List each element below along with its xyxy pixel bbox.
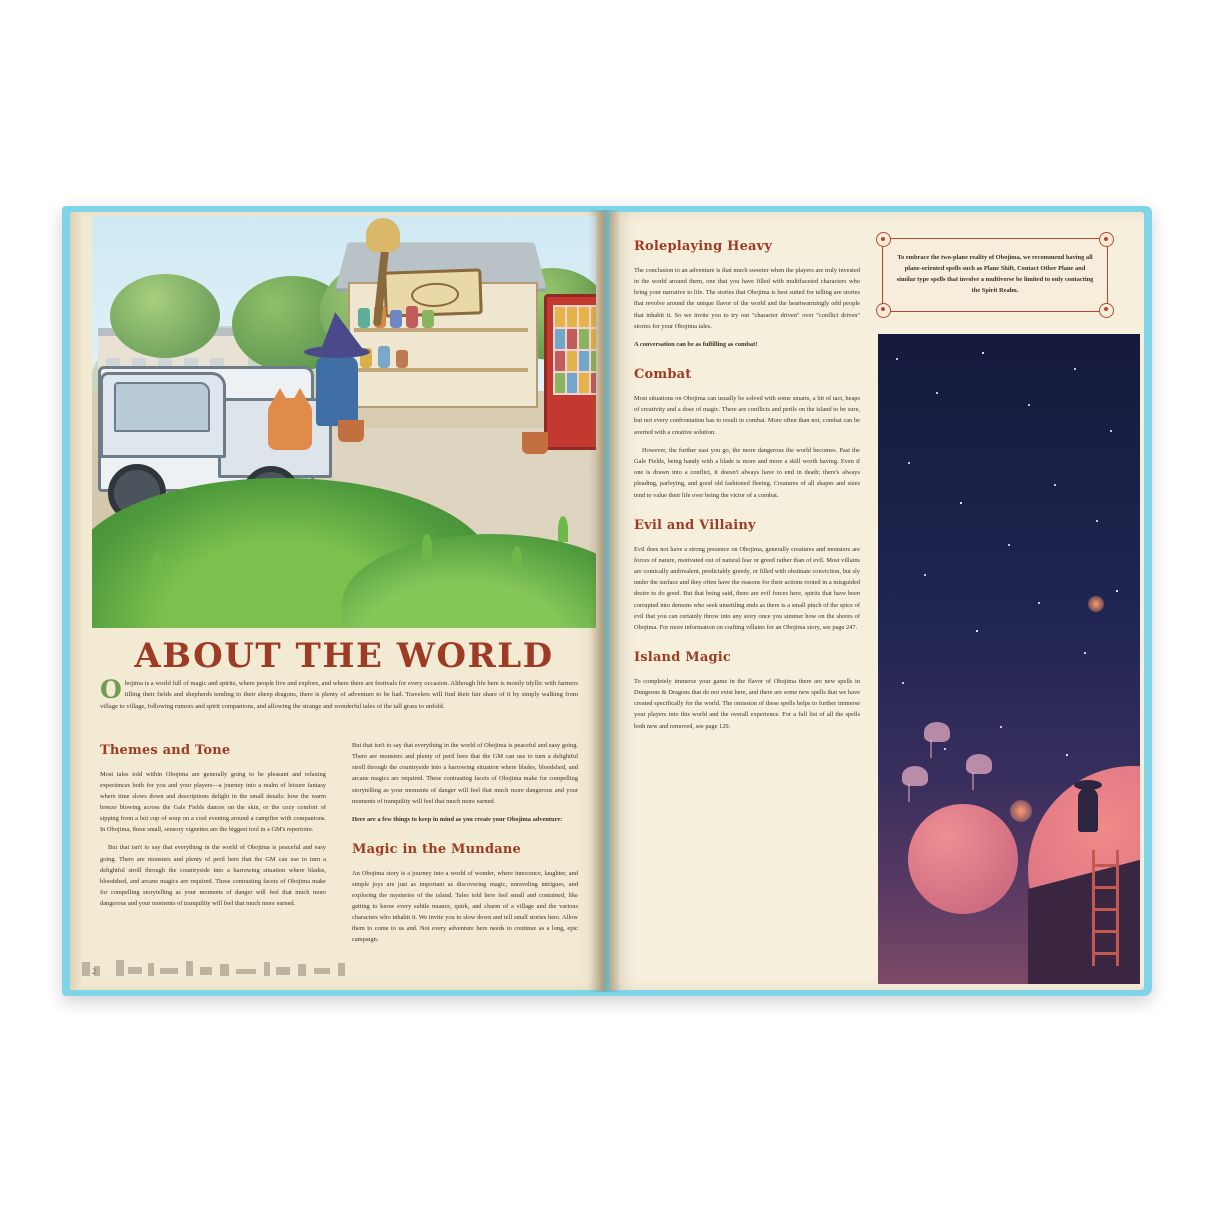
callout-corner-dot-icon xyxy=(876,303,891,318)
jellyfish-spirit-icon xyxy=(924,722,950,742)
comet-icon xyxy=(1010,800,1032,822)
vending-machine-red xyxy=(544,294,596,450)
left-column-one xyxy=(100,740,326,916)
page-title: ABOUT THE WORLD xyxy=(134,636,554,676)
ladder-rung xyxy=(1092,952,1116,955)
paragraph: Most tales told within Obojima are generally going to be pleasant and relaxing experiences both for you and your players—a journey into a realm of leisure fantasy where time slows down and descriptions delight in the small details: how the warm breeze blowing across the Gale Fields dances on the skin, or the cozy comfort of sipping from a hot cup of soup on a cool evening around a campfire with companions. In Obojima, these small, sensory vignettes are the biggest tool in a GM's repertoire. xyxy=(100,770,326,834)
sprout-icon xyxy=(422,534,432,560)
paragraph: To completely immerse your game in the flavor of Obojima there are new spells in Dungeons & Dragons that do not exist here, and there are some new spells that we have created specifically for the world. The omission of these spells helps to further immerse your players into this world and the overall experience. For a full list of all the spells both new and removed, see page 129. xyxy=(634,677,860,730)
sprout-icon xyxy=(558,516,568,542)
sprout-icon xyxy=(512,546,522,572)
intro-text: bojima is a world full of magic and spirits, where people live and explore, and where there are festivals for every occasion. Although life here is mostly idyllic with farmers tilling their fields and shepherds tending to their sheep dragons, there is plenty of adventure to be had. Travelers will find their fair share of it by simply walking from village to village, following rumors and spirit companions, and allowing the strange and wonderful tales of the tall grass to unfold. xyxy=(100,680,578,710)
bottle-icon xyxy=(406,306,418,328)
bottle-icon xyxy=(422,310,434,328)
page-edge-stack xyxy=(70,212,82,990)
jellyfish-spirit-icon xyxy=(902,766,928,786)
paragraph: Evil does not have a strong presence on Obojima, generally creatures and monsters are forces of nature, motivated out of natural fear or greed rather than of evil. Most villains are comically ambivalent, predictably greedy, or filled with obstinate conviction, but sly under the surface and they often have the reasons for their actions rooted in a misguided desire to do good. But that being said, there are evil forces here, spirits that have been corrupted into demons who seek unsettling ends as there is a small pinch of the spice of evil that you can certainly throw into any story once you simmer how on the shores of Obojima. For more information on crafting villains for an Obojima story, see page 247. xyxy=(634,545,860,631)
stall-shelf xyxy=(354,368,528,372)
right-column-one xyxy=(634,236,860,739)
comet-icon xyxy=(1088,596,1104,612)
tree-icon xyxy=(110,274,220,358)
ladder-rail xyxy=(1116,850,1119,966)
kei-truck-window xyxy=(114,382,210,432)
paragraph: An Obojima story is a journey into a world of wonder, where innocence, laughter, and simple joys are just as important as discovering magic, unraveling intrigues, and exploring the mysteries of the island. Tales told here feel small and contained, like getting to know every subtle nuance, quirk, and charm of a village and the various characters who inhabit it. We invite you to slow down and tell small stories here. Allow them to come to us and. Not every adventure here needs to continue as a long, epic campaign. xyxy=(352,869,578,944)
bottle-icon xyxy=(378,346,390,368)
section-heading-combat: Combat xyxy=(634,367,692,383)
bottle-icon xyxy=(396,350,408,368)
section-heading-roleplaying-heavy: Roleplaying Heavy xyxy=(634,239,773,254)
broom-bristles-icon xyxy=(366,218,400,252)
page-number: 2 xyxy=(92,967,96,976)
bottle-icon xyxy=(390,310,402,328)
bottle-icon xyxy=(358,308,370,328)
vending-display xyxy=(553,305,596,395)
ladder-rung xyxy=(1092,908,1116,911)
right-page xyxy=(610,212,1144,990)
ladder-rung xyxy=(1092,886,1116,889)
drop-cap: O xyxy=(100,675,122,704)
figure-silhouette xyxy=(1078,788,1098,832)
callout-corner-dot-icon xyxy=(876,232,891,247)
paragraph-lead-in: A conversation can be as fulfilling as combat! xyxy=(634,340,758,348)
callout-corner-dot-icon xyxy=(1099,303,1114,318)
paragraph-lead-in: Here are a few things to keep in mind as you create your Obojima adventure: xyxy=(352,815,563,823)
plant-pot xyxy=(338,420,364,442)
left-column-two xyxy=(352,740,578,953)
ladder-rung xyxy=(1092,930,1116,933)
callout-text: To embrace the two-plane reality of Obojima, we recommend having all plane-oriented spells such as Plane Shift, Contact Other Plane and similar type spells that involve a multiverse be limited to only contacting the Spirit Realm. xyxy=(896,254,1094,294)
planet-small xyxy=(908,804,1018,914)
jellyfish-spirit-icon xyxy=(966,754,992,774)
folio-ornament xyxy=(76,958,366,980)
paragraph: However, the further east you go, the more dangerous the world becomes. Past the Gale Fields, being handy with a blade is more and more a skill worth having. Even if one is drawn into a conflict, it doesn't always have to end in death; there's always pleading, parleying, and good old fashioned fleeing. Creatures of all shapes and sizes tend to value their life over being the victor of a combat. xyxy=(634,446,860,499)
sprout-icon xyxy=(152,552,162,578)
section-heading-themes-and-tone: Themes and Tone xyxy=(100,743,231,758)
left-page-illustration xyxy=(92,216,596,628)
stall-shelf xyxy=(354,328,528,332)
intro-paragraph xyxy=(100,675,578,712)
witch-character xyxy=(316,356,358,426)
cat-creature xyxy=(268,398,312,450)
right-page-illustration xyxy=(878,334,1140,984)
paragraph: But that isn't to say that everything in the world of Obojima is peaceful and easy going. There are monsters and plenty of peril here that the GM can use to turn a delightful stroll through the countryside into a harrowing situation where blades, bloodshed, and arcane magics are required. These contrasting facets of Obojima make for compelling storytelling as your moments of danger will feel that much more dangerous and your moments of tranquility will feel that much more earned. xyxy=(100,844,326,908)
book-spread xyxy=(62,206,1152,996)
section-heading-island-magic: Island Magic xyxy=(634,650,731,666)
paragraph: Most situations on Obojima can usually be solved with some smarts, a bit of tact, heaps of creativity and a dose of magic. There are conflicts and perils on the island to be sure, but not every confrontation has to result in combat. More often than not, combat can be averted with a creative solution. xyxy=(634,394,860,436)
section-heading-evil-and-villainy: Evil and Villainy xyxy=(634,517,756,533)
section-heading-magic-in-the-mundane: Magic in the Mundane xyxy=(352,841,521,857)
figure-hat xyxy=(1074,780,1102,790)
plant-pot xyxy=(522,432,548,454)
callout-corner-dot-icon xyxy=(1099,232,1114,247)
witch-hat-icon xyxy=(313,309,362,355)
callout-box xyxy=(882,238,1108,312)
paragraph: The conclusion to an adventure is that much sweeter when the players are truly invested in the world around them, one that you have filled with multifaceted characters who bring your narrative to life. The stories that Obojima is best suited for telling are stories that revolve around the unique flavor of the world and the heartwarmingly odd people that inhabit it. So we invite you to try out "character driven" over "conflict driven" stories for your Obojima tales. xyxy=(634,266,860,330)
ladder-rung xyxy=(1092,864,1116,867)
left-page xyxy=(70,212,604,990)
paragraph-continued: But that isn't to say that everything in the world of Obojima is peaceful and easy going. There are monsters and plenty of peril here that the GM can use to turn a delightful stroll through the countryside into a harrowing situation where blades, bloodshed, and arcane magics are required. These contrasting facets of Obojima make for compelling storytelling as your moments of danger will feel that much more dangerous and your moments of tranquility will feel that much more earned. xyxy=(352,742,578,805)
